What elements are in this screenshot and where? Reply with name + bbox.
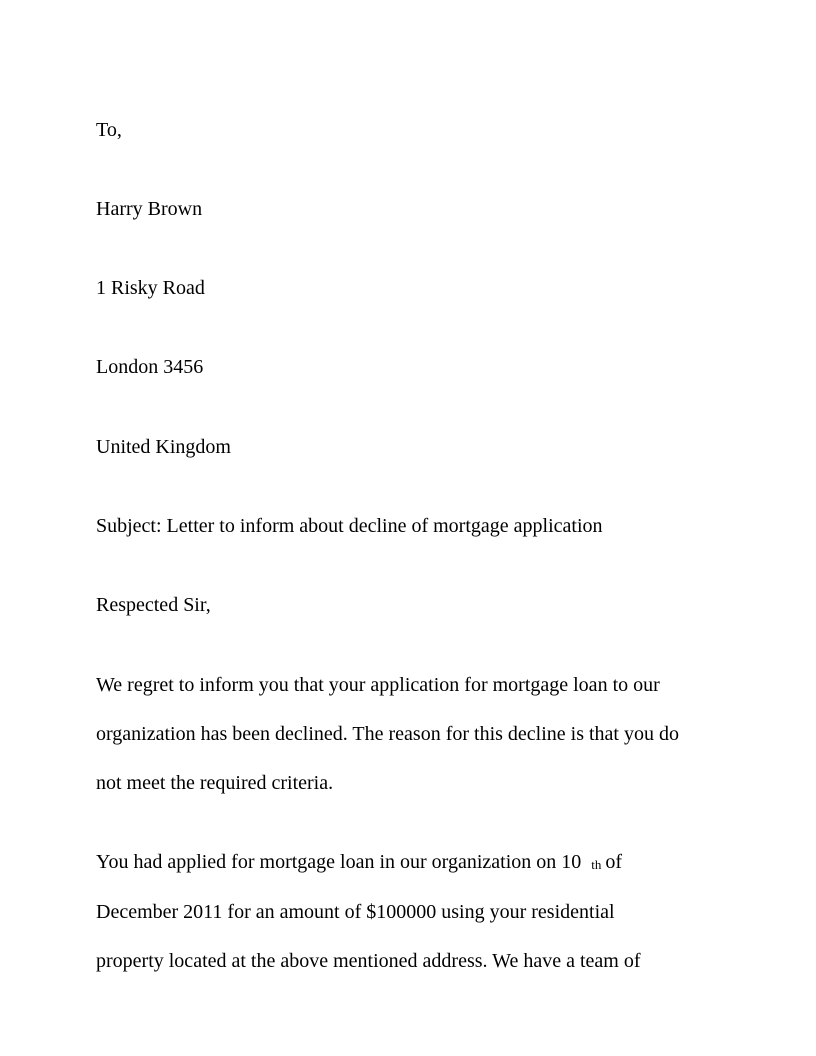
ordinal-suffix: th [591, 857, 602, 872]
subject-line: Subject: Letter to inform about decline of mortgage application [96, 515, 603, 537]
paragraph-2-line-2: December 2011 for an amount of $100000 using your residential [96, 901, 615, 923]
greeting: Respected Sir, [96, 594, 211, 616]
paragraph-1-line-1: We regret to inform you that your application for mortgage loan to our [96, 674, 660, 696]
address-country: United Kingdom [96, 436, 231, 458]
recipient-name: Harry Brown [96, 198, 203, 220]
paragraph-1-line-2: organization has been declined. The reason for this decline is that you do [96, 723, 679, 745]
paragraph-2-line-1-end: of [605, 851, 623, 873]
paragraph-2-line-3: property located at the above mentioned address. We have a team of [96, 950, 641, 972]
address-line-2: London 3456 [96, 356, 204, 378]
to-line: To, [96, 119, 122, 141]
paragraph-2-line-1 [96, 850, 622, 876]
paragraph-1-line-3: not meet the required criteria. [96, 772, 334, 794]
paragraph-2-line-1-text: You had applied for mortgage loan in our organization on 10 [96, 851, 582, 873]
address-line-1: 1 Risky Road [96, 277, 205, 299]
